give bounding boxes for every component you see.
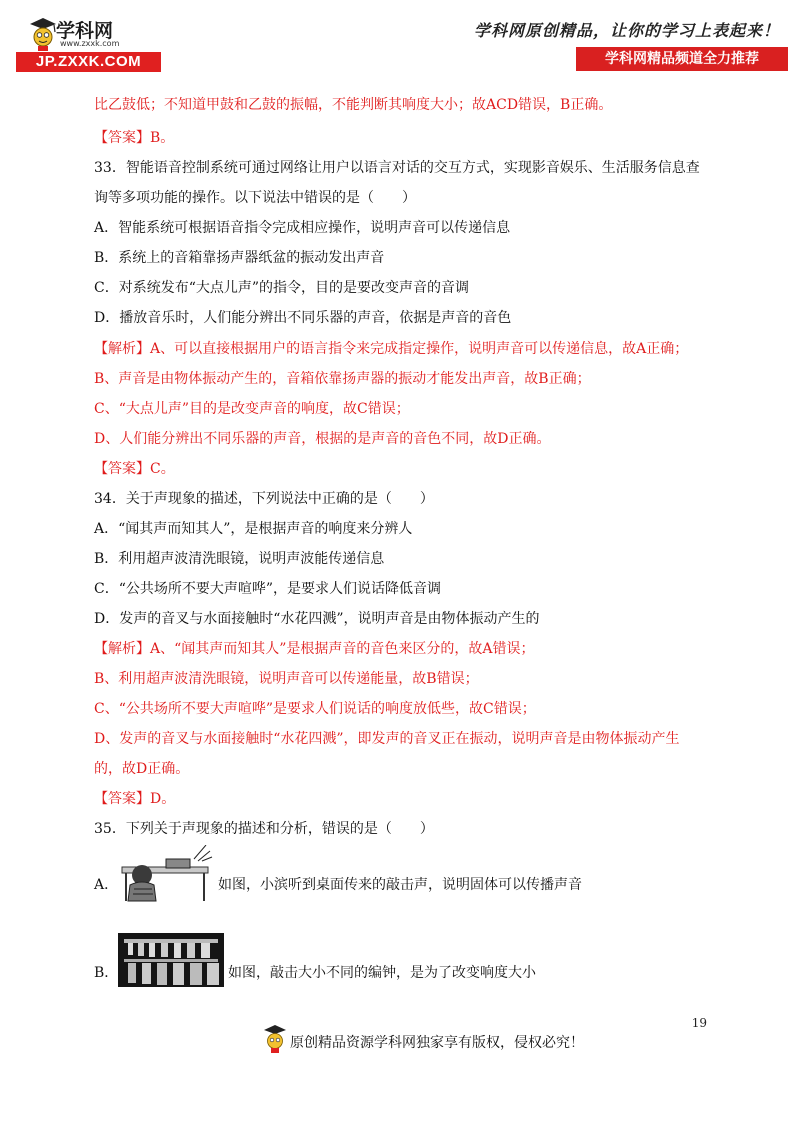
analysis-line: B、利用超声波清洗眼镜，说明声音可以传递能量，故B错误；	[94, 671, 479, 687]
option-line: C．“公共场所不要大声喧哗”，是要求人们说话降低音调	[94, 581, 442, 597]
analysis-line: D、发声的音叉与水面接触时“水花四溅”，即发声的音叉正在振动，说明声音是由物体振动产生	[94, 731, 680, 747]
zxxk-logo[interactable]	[12, 14, 162, 76]
text-line: 比乙鼓低；不知道甲鼓和乙鼓的振幅，不能判断其响度大小；故ACD错误，B正确。	[94, 97, 613, 113]
copyright-notice: 原创精品资源学科网独家享有版权，侵权必究！	[290, 1035, 584, 1051]
option-line: D．发声的音叉与水面接触时“水花四溅”，说明声音是由物体振动产生的	[94, 611, 540, 627]
analysis-line: B、声音是由物体振动产生的，音箱依靠扬声器的振动才能发出声音，故B正确；	[94, 371, 591, 387]
header-slogan: 学科网原创精品，让你的学习上表起来！	[473, 21, 780, 40]
answer-line: 【答案】B。	[94, 130, 175, 146]
mascot-icon	[262, 1024, 288, 1054]
page-header	[0, 0, 800, 80]
analysis-line: 的，故D正确。	[94, 761, 190, 777]
option-line: A．智能系统可根据语音指令完成相应操作，说明声音可以传递信息	[94, 220, 511, 236]
desk-knock-figure	[118, 845, 214, 903]
page-number: 19	[691, 1016, 707, 1030]
option-b-label: B．	[94, 965, 119, 981]
text-line: 询等多项功能的操作。以下说法中错误的是（ ）	[94, 190, 416, 206]
answer-line: 【答案】D。	[94, 791, 176, 807]
bianzhong-bells-figure	[118, 933, 224, 987]
analysis-line: 【解析】A、“闻其声而知其人”是根据声音的音色来区分的，故A错误；	[94, 641, 535, 657]
option-line: D．播放音乐时，人们能分辨出不同乐器的声音，依据是声音的音色	[94, 310, 512, 326]
analysis-line: 【解析】A、可以直接根据用户的语言指令来完成指定操作，说明声音可以传递信息，故A正确；	[94, 341, 689, 357]
option-a-label: A．	[94, 877, 119, 893]
analysis-line: C、“大点儿声”目的是改变声音的响度，故C错误；	[94, 401, 410, 417]
channel-banner: 学科网精品频道全力推荐	[576, 47, 788, 71]
option-line: C．对系统发布“大点儿声”的指令，目的是要改变声音的音调	[94, 280, 470, 296]
question-35: 35．下列关于声现象的描述和分析，错误的是（ ）	[94, 821, 434, 837]
option-b-text: 如图，敲击大小不同的编钟，是为了改变响度大小	[228, 965, 536, 981]
option-line: A．“闻其声而知其人”，是根据声音的响度来分辨人	[94, 521, 413, 537]
option-line: B．利用超声波清洗眼镜，说明声波能传递信息	[94, 551, 385, 567]
mascot-icon	[28, 16, 58, 52]
logo-url: www.zxxk.com	[60, 39, 120, 48]
logo-domain: JP.ZXXK.COM	[16, 52, 161, 72]
answer-line: 【答案】C。	[94, 461, 175, 477]
option-a-text: 如图，小滨听到桌面传来的敲击声，说明固体可以传播声音	[218, 877, 582, 893]
page-footer	[0, 1010, 800, 1070]
analysis-line: D、人们能分辨出不同乐器的声音，根据的是声音的音色不同，故D正确。	[94, 431, 551, 447]
option-line: B．系统上的音箱靠扬声器纸盆的振动发出声音	[94, 250, 385, 266]
analysis-line: C、“公共场所不要大声喧哗”是要求人们说话的响度放低些，故C错误；	[94, 701, 536, 717]
question-34: 34．关于声现象的描述，下列说法中正确的是（ ）	[94, 491, 434, 507]
logo-text: 学科网	[56, 20, 114, 42]
question-33: 33．智能语音控制系统可通过网络让用户以语言对话的交互方式，实现影音娱乐、生活服务信息查	[94, 160, 700, 176]
